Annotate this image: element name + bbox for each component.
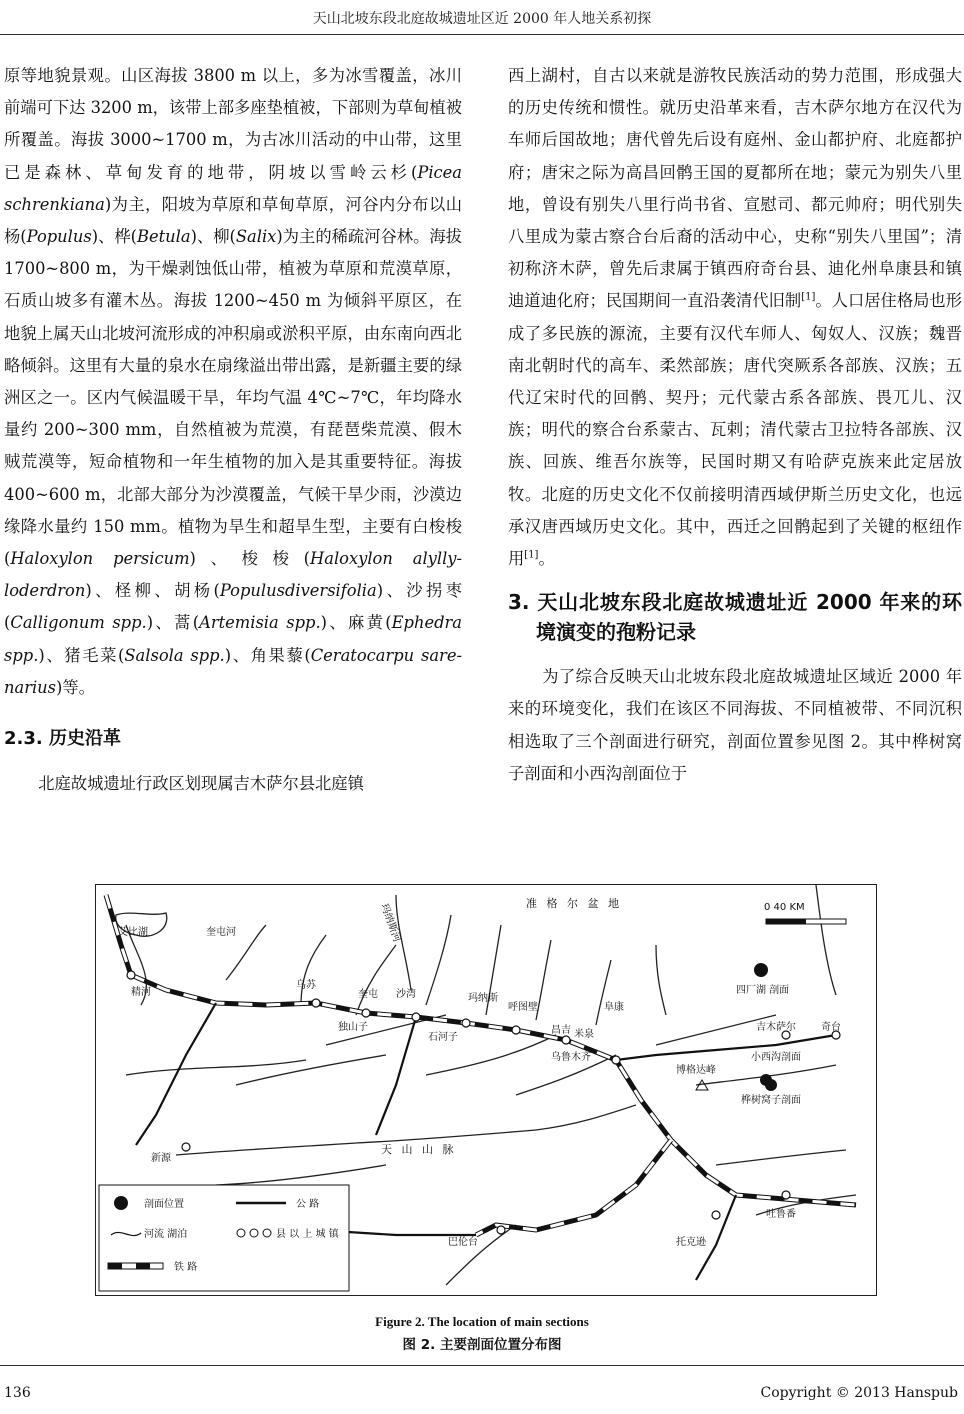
figure-caption-english: Figure 2. The location of main sections <box>375 1314 589 1329</box>
map-label-jinghe: 精河 <box>131 987 151 998</box>
map-legend <box>99 1185 349 1291</box>
map-label-jimusar: 吉木萨尔 <box>756 1022 796 1033</box>
map-label-basin: 准 格 尔 盆 地 <box>526 897 622 910</box>
map-label-huashuwozi: 桦树窝子剖面 <box>741 1095 801 1106</box>
map-label-manasi-river: 玛纳斯河 <box>378 902 403 944</box>
copyright-notice: Copyright © 2013 Hanspub <box>760 1385 958 1401</box>
right-paragraph-1: 西上湖村，自古以来就是游牧民族活动的势力范围，形成强大的历史传统和惯性。就历史沿革来看，吉木萨尔地方在汉代为车师后国故地；唐代曾先后设有庭州、金山都护府、北庭都护府；唐宋之际为高昌回鹘王国的夏都所在地；蒙元为别失八里地，曾设有别失八里行尚书省、宣慰司、都元帅府；明代别失八里成为蒙古察合台后裔的活动中心，史称“别失八里国”；清初称济木萨，曾先后隶属于镇西府奇台县、迪化州阜康县和镇迪道迪化府；民国期间一直沿袭清代旧制[1]。人口居住格局也形成了多民族的源流，主要有汉代车师人、匈奴人、汉族；魏晋南北朝时代的高车、柔然部族；唐代突厥系各部族、汉族；五代辽宋时代的回鹘、契丹；元代蒙古系各部族、畏兀儿、汉族；明代的察合台系蒙古、瓦剌；清代蒙古卫拉特各部族、汉族、回族、维吾尔族等，民国时期又有哈萨克族来此定居放牧。北庭的历史文化不仅前接明清西域伊斯兰历史文化，也远承汉唐西域历史文化。其中，西迁之回鹘起到了关键的枢纽作用[1]。 <box>508 66 962 569</box>
legend-section-label: 剖面位置 <box>144 1199 184 1210</box>
map-label-shihezi: 石河子 <box>428 1032 458 1043</box>
map-label-hutubi: 呼图壁 <box>508 1002 538 1013</box>
legend-towns-label: 县 以 上 城 镇 <box>276 1229 339 1240</box>
left-paragraph-1: 原等地貌景观。山区海拔 3800 m 以上，多为冰雪覆盖，冰川前端可下达 3200 m，该带上部多座垫植被，下部则为草甸植被所覆盖。海拔 3000~1700 m，为古冰川活动的中山带，这里已是森林、草甸发育的地带，阴坡以雪岭云杉(Picea schrenkiana)为主，阳坡为草原和草甸草原，河谷内分布以山杨(Populus)、桦(Betula)、柳(Salix)为主的稀疏河谷林。海拔 1700~800 m，为干燥剥蚀低山带，植被为草原和荒漠草原，石质山坡多有灌木丛。海拔 1200~450 m 为倾斜平原区，在地貌上属天山北坡河流形成的冲积扇或淤积平原，由东南向西北略倾斜。这里有大量的泉水在扇缘溢出带出露，是新疆主要的绿洲区之一。区内气候温暖干旱，年均气温 4℃~7℃，年均降水量约 200~300 mm，自然植被为荒漠，有琵琶柴荒漠、假木贼荒漠等，短命植物和一年生植物的加入是其重要特征。海拔 400~600 m，北部大部分为沙漠覆盖，气候干旱少雨，沙漠边缘降水量约 150 mm。植物为旱生和超旱生型，主要有白梭梭(Haloxylon persicum)、梭梭(Haloxylon alylly-loderdron)、柽柳、胡杨(Populusdiversifolia)、沙拐枣(Calligonum spp.)、蒿(Artemisia spp.)、麻黄(Ephedra spp.)、猪毛菜(Salsola spp.)、角果藜(Ceratocarpu sare-narius)等。 <box>4 66 462 697</box>
map-label-scale: 0 40 KM <box>764 902 805 913</box>
map-label-urumqi: 乌鲁木齐 <box>551 1052 591 1063</box>
legend-railway-label: 铁 路 <box>174 1262 198 1273</box>
map-label-changji: 昌吉 <box>551 1025 571 1036</box>
section-heading-2-3: 2.3. 历史沿革 <box>4 728 121 750</box>
right-column <box>508 60 962 790</box>
map-label-luntai: 巴伦台 <box>448 1237 478 1248</box>
map-label-aibihu: 艾比湖 <box>118 927 148 938</box>
map-label-tuokexun: 托克逊 <box>676 1237 706 1248</box>
header-rule <box>0 34 964 35</box>
railway-line <box>106 895 856 1235</box>
map-label-dushanzi: 独山子 <box>338 1022 368 1033</box>
map-label-manasi: 玛纳斯 <box>468 993 498 1004</box>
map-label-xinyuan: 新源 <box>151 1153 171 1164</box>
map-label-bogda: 博格达峰 <box>676 1065 716 1076</box>
legend-road-label: 公 路 <box>296 1199 320 1210</box>
map-label-turpan: 吐鲁番 <box>766 1209 796 1220</box>
map-label-kuitun: 奎屯 <box>358 989 378 1000</box>
left-column <box>4 60 462 800</box>
map-label-xiaoxigou: 小西沟剖面 <box>751 1052 801 1063</box>
scale-bar <box>766 919 846 924</box>
map-label-miquan: 米泉 <box>574 1029 594 1040</box>
map-label-tianshan: 天 山 山 脉 <box>381 1143 457 1156</box>
map-label-sigonghu: 四厂湖 剖面 <box>736 985 790 996</box>
footer-rule <box>0 1365 964 1366</box>
map-label-wusu: 乌苏 <box>296 980 316 991</box>
left-paragraph-2: 北庭故城遗址行政区划现属吉木萨尔县北庭镇 <box>38 774 364 794</box>
map-label-shawan: 沙湾 <box>396 989 416 1000</box>
section-heading-3: 3. 天山北坡东段北庭故城遗址近 2000 年来的环境演变的孢粉记录 <box>508 590 962 645</box>
location-map-figure <box>95 884 877 1296</box>
legend-river-label: 河流 湖泊 <box>144 1229 188 1240</box>
map-label-kuitunhe: 奎屯河 <box>206 927 236 938</box>
map-label-fukang: 阜康 <box>604 1002 624 1013</box>
map-label-qitai: 奇台 <box>821 1022 841 1033</box>
page-number: 136 <box>4 1385 31 1401</box>
right-paragraph-2: 为了综合反映天山北坡东段北庭故城遗址区域近 2000 年来的环境变化，我们在该区不同海拔、不同植被带、不同沉积相选取了三个剖面进行研究，剖面位置参见图 2。其中桦树窝子剖面和小西沟剖面位于 <box>508 667 962 783</box>
citation-ref[interactable]: [1] <box>524 549 539 561</box>
citation-ref[interactable]: [1] <box>801 292 816 303</box>
location-map <box>96 885 876 1295</box>
figure-caption-chinese: 图 2. 主要剖面位置分布图 <box>402 1337 562 1353</box>
running-title: 天山北坡东段北庭故城遗址区近 2000 年人地关系初探 <box>312 11 652 27</box>
